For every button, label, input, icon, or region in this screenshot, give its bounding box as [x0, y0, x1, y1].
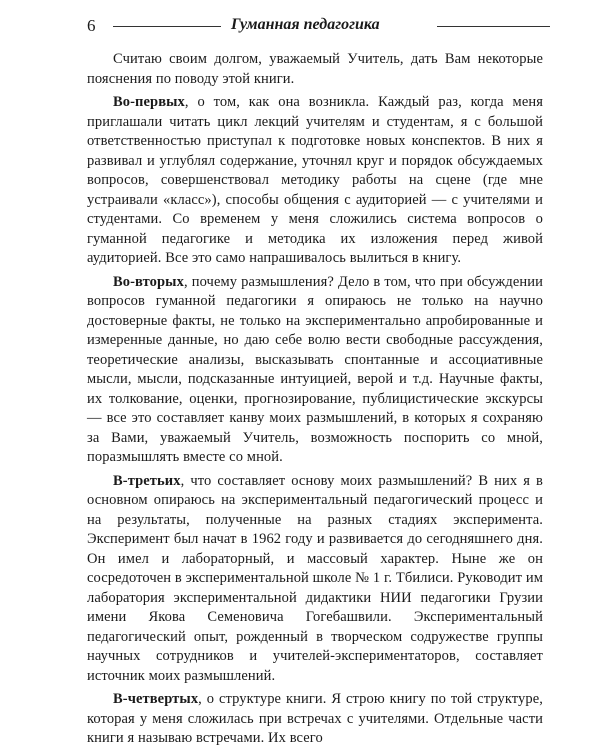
header-rule-left [113, 26, 221, 27]
paragraph-text: , о том, как она возникла. Каждый раз, когда меня приглашали читать цикл лекций учителям и студентам, я с большой ответственностью приступал к подготовке новых конспектов. В них я развивал и углублял содержание, уточнял круг и порядок обсуждаемых вопросов, совершенствовал методику работы на сцене (где мне устраивали «класс»), способы общения с аудиторией — с учителями и студентами. Со временем у меня сложились система вопросов о гуманной педагогике и методика их изложения перед живой аудиторией. Все это само напрашивалось вылиться в книгу. [87, 94, 543, 266]
paragraph-first [87, 93, 543, 269]
paragraph-lead: Во-первых [113, 94, 185, 110]
page-number: 6 [87, 16, 96, 35]
paragraph-lead: В-четвертых [113, 691, 199, 707]
paragraph-intro [87, 50, 543, 89]
paragraph-lead: В-третьих [113, 472, 181, 489]
page-header [87, 14, 550, 38]
body-text [87, 50, 543, 749]
paragraph-second [87, 273, 543, 468]
paragraph-fourth [87, 690, 543, 749]
running-title: Гуманная педагогика [231, 16, 380, 33]
paragraph-third [87, 472, 543, 687]
header-rule-right [437, 26, 550, 27]
paragraph-text: , о структуре книги. Я строю книгу по той структуре, которая у меня сложилась при встречах с учителями. Отдельные части книги я называю встречами. Их всего [87, 691, 543, 746]
paragraph-text: , почему размышления? Дело в том, что при обсуждении вопросов гуманной педагогики я опираюсь не только на научно достоверные факты, не только на экспериментально апробированные и измеренные данные, но даю себе волю вести свободные рассуждения, теоретические анализы, высказывать спонтанные и ассоциативные мысли, мысли, подсказанные интуицией, верой и т.д. Научные факты, их толкование, оценки, прогнозирование, публицистические экскурсы — все это составляет канву моих размышлений, в которых я сохраняю за Вами, уважаемый Учитель, возможность поспорить со мной, поразмышлять вместе со мной. [87, 273, 543, 465]
paragraph-text: , что составляет основу моих размышлений? В них я в основном опираюсь на экспериментальный педагогический процесс и на результаты, полученные на разных стадиях эксперимента. Эксперимент был начат в 1962 году и развивается до сегодняшнего дня. Он имел и лабораторный, и массовый характер. Ныне же он сосредоточен в экспериментальной школе № 1 г. Тбилиси. Руководит им лаборатория экспериментальной дидактики НИИ педагогики Грузии имени Якова Семеновича Гогебашвили. Экспериментальный педагогический опыт, рожденный в творческом содружестве группы научных сотрудников и учителей-экспериментаторов, составляет источник моих размышлений. [87, 472, 543, 684]
paragraph-text: Считаю своим долгом, уважаемый Учитель, дать Вам некоторые пояснения по поводу этой книги. [87, 51, 543, 87]
paragraph-lead: Во-вторых [113, 273, 184, 290]
